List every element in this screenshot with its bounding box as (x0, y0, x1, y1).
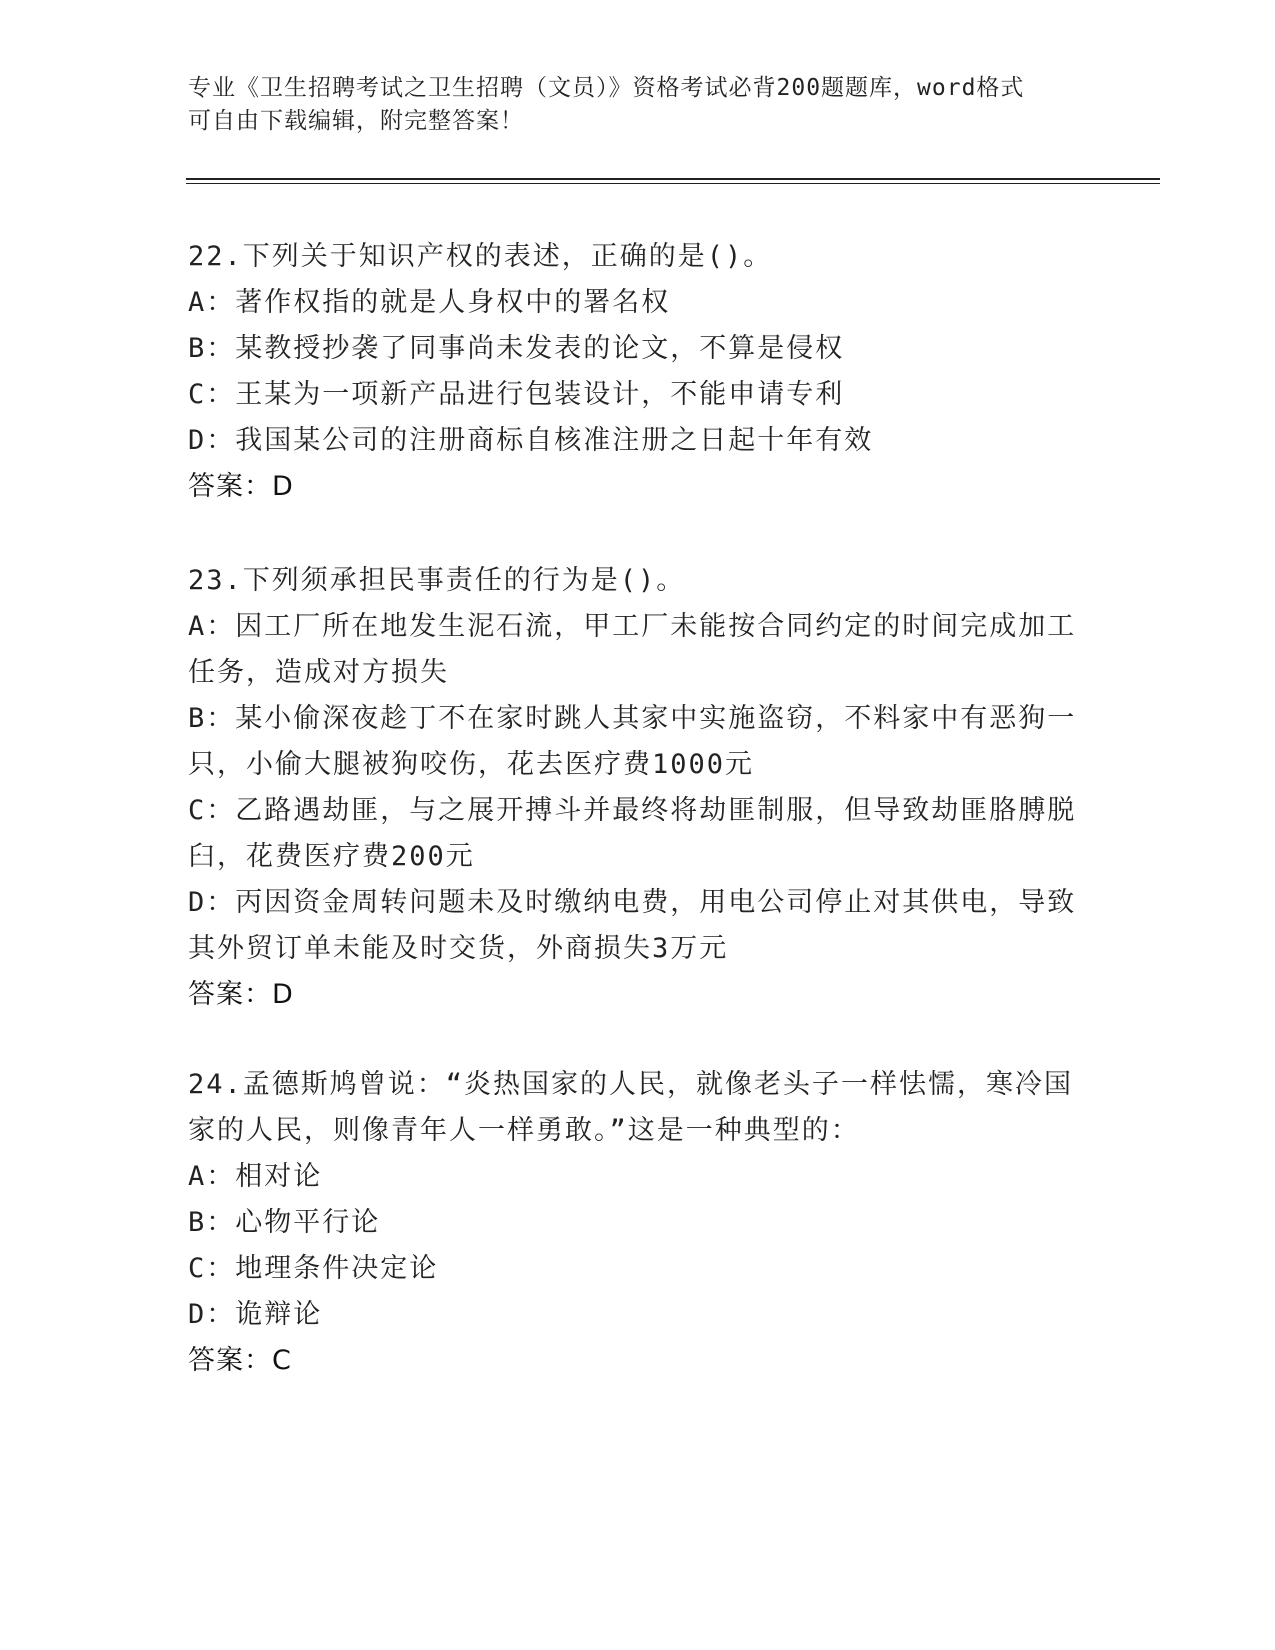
answer-text: 答案：D (188, 471, 294, 502)
option-b: B：某教授抄袭了同事尚未发表的论文，不算是侵权 (188, 333, 845, 364)
question-23 (188, 558, 1088, 1018)
option-c: C：地理条件决定论 (188, 1253, 439, 1284)
option-b: B：某小偷深夜趁丁不在家时跳人其家中实施盗窃，不料家中有恶狗一只，小偷大腿被狗咬伤，花去医疗费1000元 (188, 703, 1077, 780)
answer-text: 答案：C (188, 1345, 292, 1376)
option-c: C：王某为一项新产品进行包装设计，不能申请专利 (188, 379, 845, 410)
document-header (188, 72, 1068, 138)
option-a: A：著作权指的就是人身权中的署名权 (188, 287, 671, 318)
option-d: D：丙因资金周转问题未及时缴纳电费，用电公司停止对其供电，导致其外贸订单未能及时交货，外商损失3万元 (188, 887, 1077, 964)
question-22 (188, 234, 1088, 510)
option-d: D：我国某公司的注册商标自核准注册之日起十年有效 (188, 425, 874, 456)
option-c: C：乙路遇劫匪，与之展开搏斗并最终将劫匪制服，但导致劫匪胳膊脱臼，花费医疗费200元 (188, 795, 1077, 872)
question-stem: 23.下列须承担民事责任的行为是()。 (188, 565, 686, 596)
header-divider-thin (186, 183, 1160, 184)
option-a: A：相对论 (188, 1161, 323, 1192)
header-divider-thick (186, 178, 1160, 180)
question-24 (188, 1062, 1088, 1384)
answer-text: 答案：D (188, 979, 294, 1010)
option-d: D：诡辩论 (188, 1299, 323, 1330)
header-line-1: 专业《卫生招聘考试之卫生招聘（文员）》资格考试必背200题题库，word格式 (188, 75, 1025, 101)
question-stem: 22.下列关于知识产权的表述，正确的是()。 (188, 241, 773, 272)
header-line-2: 可自由下载编辑，附完整答案！ (188, 108, 524, 134)
option-a: A：因工厂所在地发生泥石流，甲工厂未能按合同约定的时间完成加工任务，造成对方损失 (188, 611, 1077, 688)
question-stem: 24.孟德斯鸠曾说：“炎热国家的人民，就像老头子一样怯懦，寒冷国家的人民，则像青年人一样勇敢。”这是一种典型的： (188, 1069, 1074, 1146)
option-b: B：心物平行论 (188, 1207, 381, 1238)
